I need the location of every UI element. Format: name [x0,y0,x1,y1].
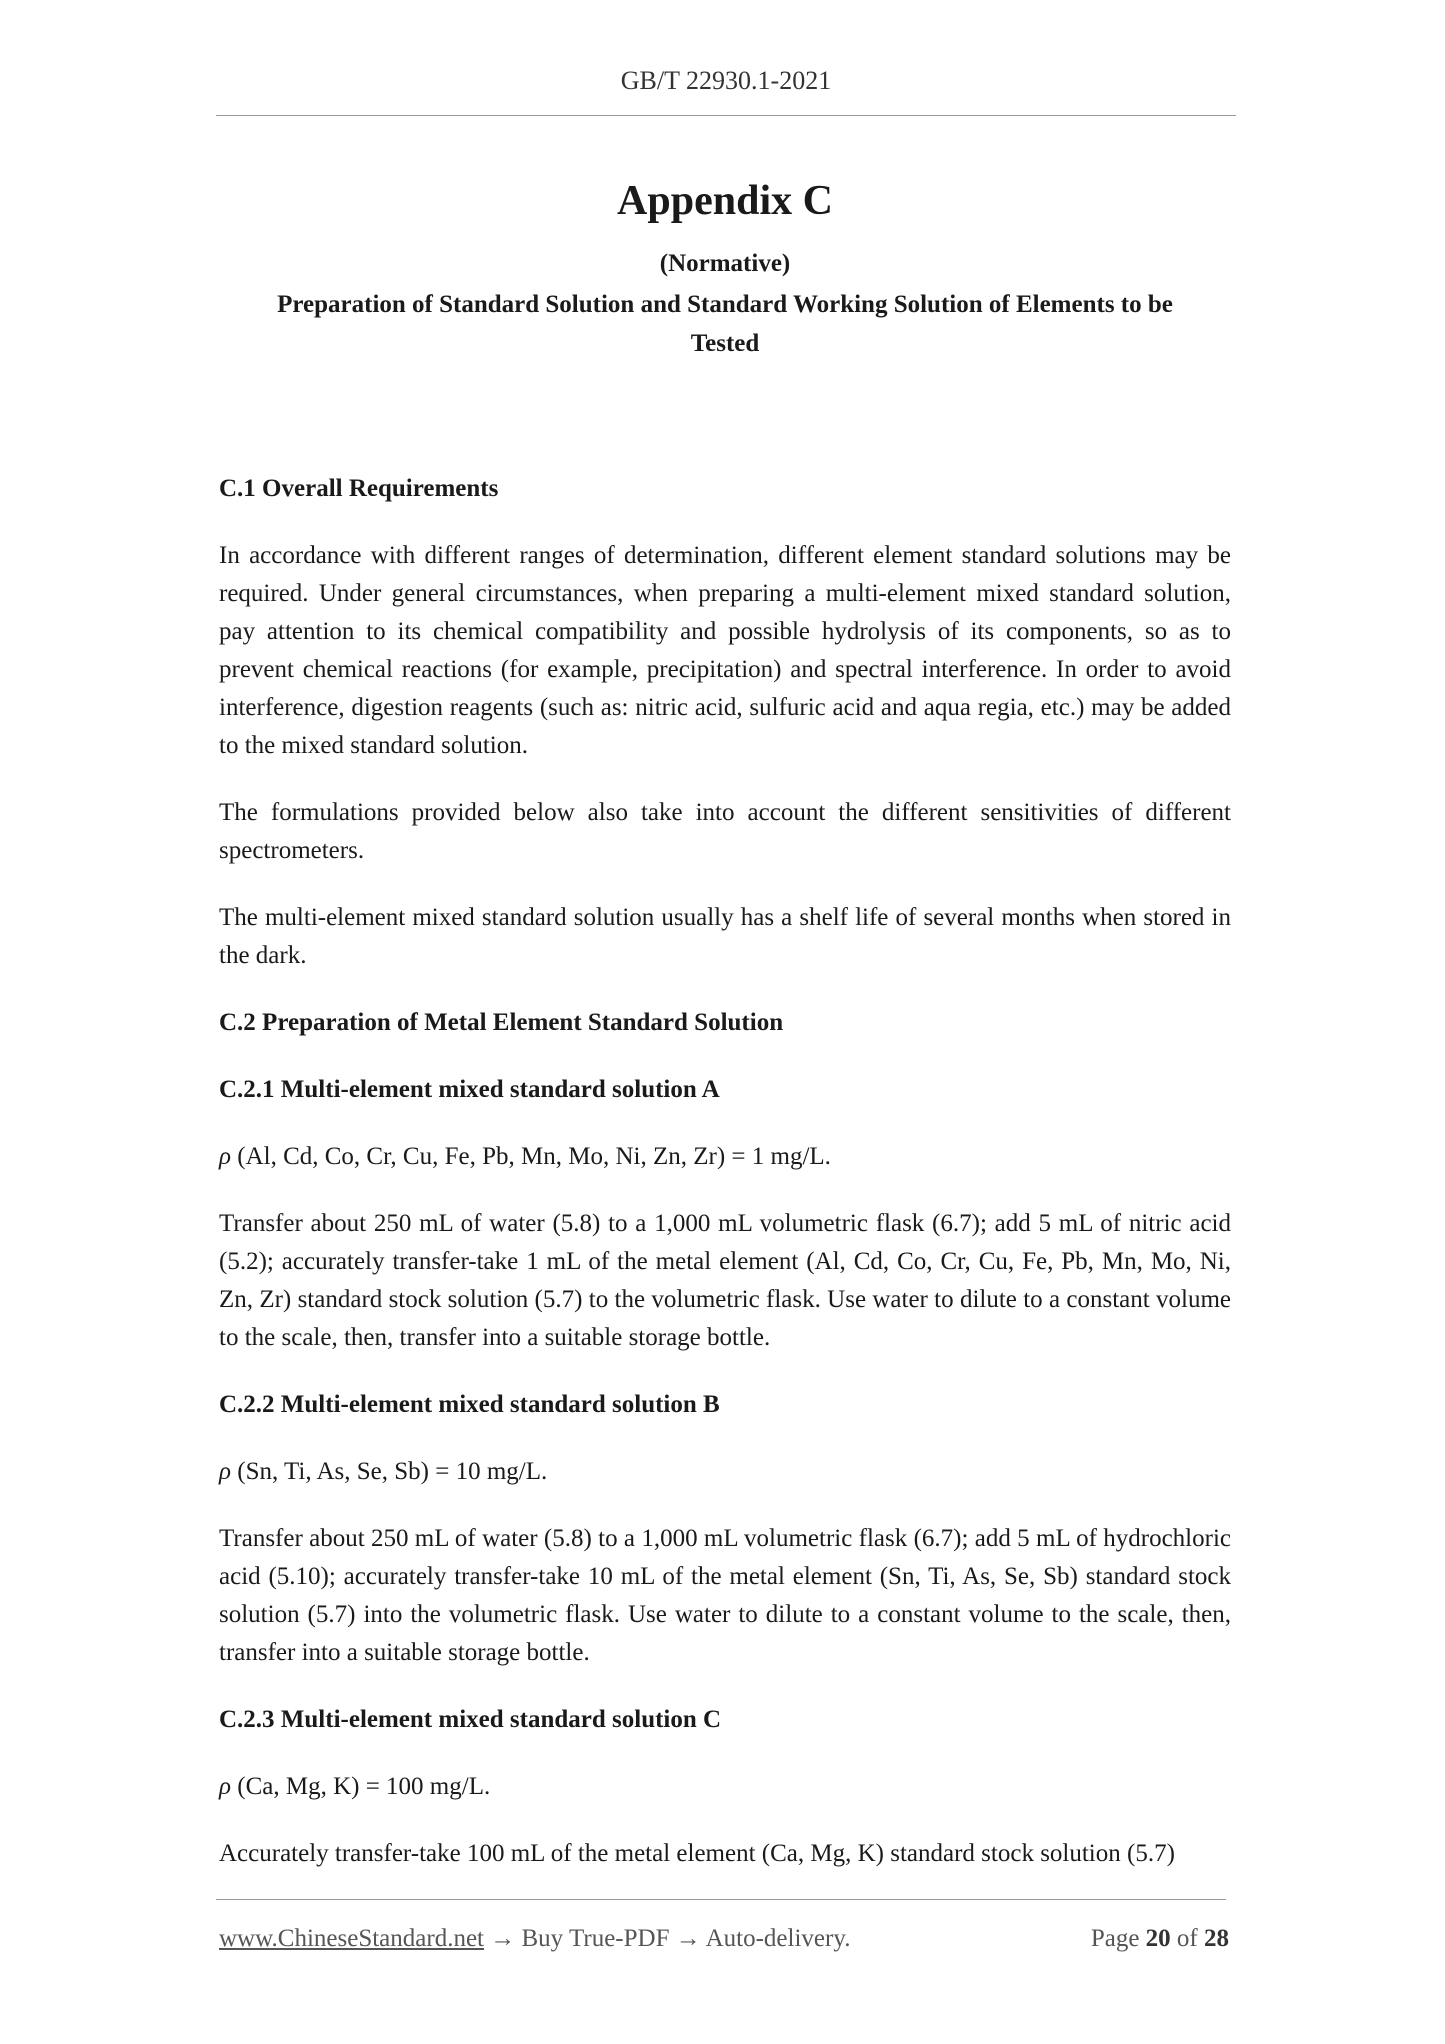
section-c1-paragraph-2: The formulations provided below also take into account the different sensitivities of different spectrometers. [219,799,1231,864]
page-indicator [1091,1921,1229,1957]
section-c21-heading: C.2.1 Multi-element mixed standard solution A [219,1076,720,1103]
page-label: Page [1090,1925,1146,1952]
section-c23-formula [219,1768,1231,1806]
section-c23-heading: C.2.3 Multi-element mixed standard solution C [219,1706,722,1733]
appendix-description-line2: Tested [690,330,760,357]
rho-symbol: ρ [219,1458,231,1485]
formula-text: (Al, Cd, Co, Cr, Cu, Fe, Pb, Mn, Mo, Ni, Zn, Zr) = 1 mg/L. [231,1143,831,1170]
appendix-description-line1: Preparation of Standard Solution and Standard Working Solution of Elements to be [277,291,1173,318]
section-c22-heading: C.2.2 Multi-element mixed standard solution B [219,1391,720,1418]
total-pages: 28 [1204,1925,1229,1952]
promo-text: → Buy True-PDF → Auto-delivery. [484,1925,851,1952]
section-c1-paragraph-3: The multi-element mixed standard solution usually has a shelf life of several months when stored in the dark. [219,904,1231,969]
section-c23-paragraph: Accurately transfer-take 100 mL of the metal element (Ca, Mg, K) standard stock solution (5.7) [219,1840,1175,1867]
section-c21-paragraph: Transfer about 250 mL of water (5.8) to a 1,000 mL volumetric flask (6.7); add 5 mL of nitric acid (5.2); accurately transfer-take 1 mL of the metal element (Al, Cd, Co, Cr, Cu, Fe, Pb, Mn, Mo, Ni, Zn, Zr) standard stock solution (5.7) to the volumetric flask. Use water to dilute to a constant volume to the scale, then, transfer into a suitable storage bottle. [219,1210,1231,1351]
document-id-header: GB/T 22930.1-2021 [620,66,832,95]
header-divider [216,115,1236,116]
appendix-description [219,285,1231,363]
section-c2-heading: C.2 Preparation of Metal Element Standard Solution [219,1009,784,1036]
section-c1-paragraph-1: In accordance with different ranges of determination, different element standard solutions may be required. Under general circumstances, when preparing a multi-element mixed standard solution, pay attention to its chemical compatibility and possible hydrolysis of its components, so as to prevent chemical reactions (for example, precipitation) and spectral interference. In order to avoid interference, digestion reagents (such as: nitric acid, sulfuric acid and aqua regia, etc.) may be added to the mixed standard solution. [219,542,1231,759]
footer-promo [219,1921,850,1957]
section-c22-formula [219,1453,1231,1491]
section-c1-heading: C.1 Overall Requirements [219,475,499,502]
appendix-normative-label: (Normative) [659,250,791,277]
of-label: of [1170,1925,1204,1952]
page-content [219,170,1231,1873]
page-footer [219,1921,1229,1957]
footer-divider [216,1899,1226,1900]
rho-symbol: ρ [219,1143,231,1170]
formula-text: (Sn, Ti, As, Se, Sb) = 10 mg/L. [231,1458,548,1485]
section-c22-paragraph: Transfer about 250 mL of water (5.8) to a 1,000 mL volumetric flask (6.7); add 5 mL of hydrochloric acid (5.10); accurately transfer-take 10 mL of the metal element (Sn, Ti, As, Se, Sb) standard stock solution (5.7) into the volumetric flask. Use water to dilute to a constant volume to the scale, then, transfer into a suitable storage bottle. [219,1525,1231,1666]
section-c21-formula [219,1138,1231,1176]
rho-symbol: ρ [219,1773,231,1800]
page-number: 20 [1145,1925,1171,1952]
formula-text: (Ca, Mg, K) = 100 mg/L. [231,1773,491,1800]
appendix-title: Appendix C [617,178,833,224]
website-link[interactable]: www.ChineseStandard.net [219,1925,484,1952]
